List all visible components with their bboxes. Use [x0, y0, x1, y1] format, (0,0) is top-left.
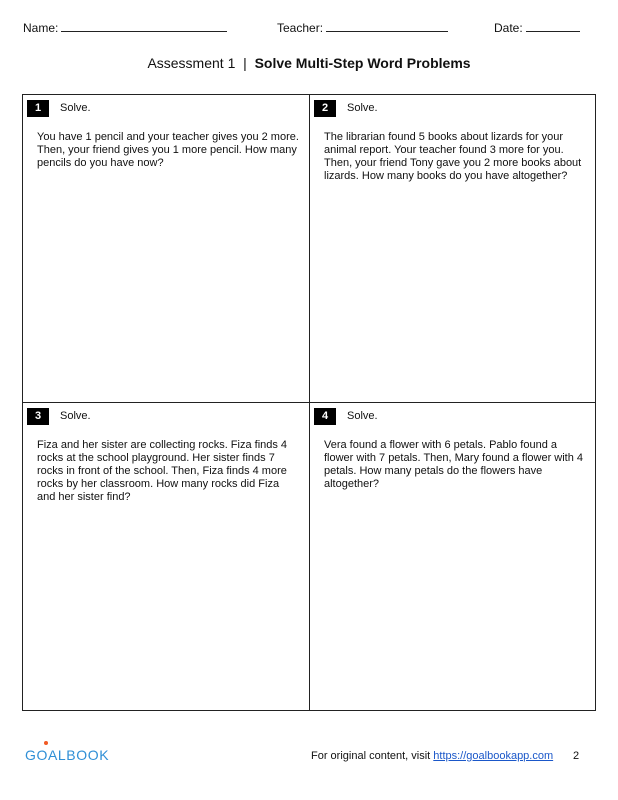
problem-text: The librarian found 5 books about lizards for your animal report. Your teacher found 3 more for you. Then, your friend Tony gave you 2 more books about lizards. How many books do you have altogether? — [324, 131, 582, 182]
date-field[interactable] — [494, 20, 580, 35]
teacher-line — [326, 20, 448, 32]
problem-cell-3[interactable] — [23, 403, 309, 710]
credit-text: For original content, visit — [311, 750, 434, 762]
title-prefix: Assessment 1 | — [147, 55, 255, 71]
logo-text: GOALBOOK — [25, 747, 110, 763]
title-main: Solve Multi-Step Word Problems — [254, 55, 471, 71]
worksheet-header — [23, 20, 580, 36]
page-title — [0, 55, 618, 71]
problem-text: Vera found a flower with 6 petals. Pablo found a flower with 7 petals. Then, Mary found a flower with 4 petals. How many petals do the flowers have altogether? — [324, 439, 584, 490]
teacher-field[interactable] — [277, 20, 448, 35]
problem-text: Fiza and her sister are collecting rocks. Fiza finds 4 rocks at the school playground. Her sister finds 7 rocks in front of the school. Then, Fiza finds 4 more rocks by her classroom. How many rocks did Fiza and her sister find? — [37, 439, 288, 503]
problem-cell-2[interactable] — [310, 95, 596, 402]
name-label: Name: — [23, 21, 59, 35]
problem-number-badge: 3 — [27, 408, 49, 425]
problem-instruction: Solve. — [347, 102, 378, 114]
name-field[interactable] — [23, 20, 227, 35]
page-number: 2 — [573, 750, 580, 762]
problem-number-badge: 4 — [314, 408, 336, 425]
logo-accent-dot — [44, 741, 48, 745]
problem-instruction: Solve. — [60, 102, 91, 114]
problem-text: You have 1 pencil and your teacher gives you 2 more. Then, your friend gives you 1 more pencil. How many pencils do you have now? — [37, 131, 299, 169]
teacher-label: Teacher: — [277, 21, 324, 35]
problem-number-badge: 1 — [27, 100, 49, 117]
date-label: Date: — [494, 21, 523, 35]
goalbook-link[interactable]: https://goalbookapp.com — [433, 750, 554, 762]
problem-number-badge: 2 — [314, 100, 336, 117]
problem-instruction: Solve. — [347, 410, 378, 422]
problem-cell-4[interactable] — [310, 403, 596, 710]
problem-grid — [22, 94, 596, 711]
name-line — [61, 20, 227, 32]
date-line — [526, 20, 580, 32]
problem-instruction: Solve. — [60, 410, 91, 422]
footer-credit — [311, 750, 553, 762]
problem-cell-1[interactable] — [23, 95, 309, 402]
goalbook-logo — [25, 747, 109, 763]
page-footer — [0, 744, 618, 768]
